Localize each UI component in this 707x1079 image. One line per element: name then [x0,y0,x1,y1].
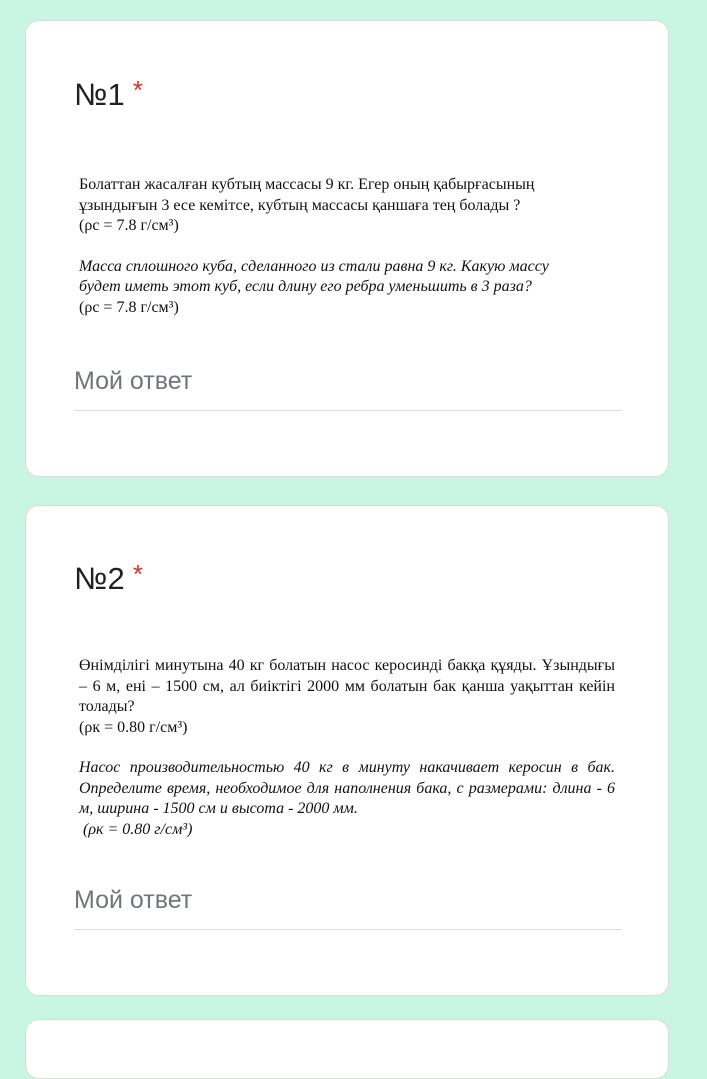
question-number: №1 [74,77,125,112]
kz-density-formula: (ρк = 0.80 г/см³) [79,718,188,736]
kz-density-formula: (ρс = 7.8 г/см³) [79,217,179,234]
answer-input[interactable] [74,886,622,930]
ru-density-formula: (ρк = 0.80 г/см³) [83,820,193,838]
kz-text-line: Болаттан жасалған кубтың массасы 9 кг. Егер оның қабырғасының [79,176,535,193]
ru-density-formula: (ρс = 7.8 г/см³) [79,298,179,316]
required-asterisk: * [132,75,144,105]
question-title [74,559,143,597]
question-title [74,75,143,113]
required-asterisk: * [132,559,144,589]
question-text [79,175,615,318]
ru-text-line: будет иметь этот куб, если длину его ребра уменьшить в 3 раза? [79,278,532,295]
kz-text-line: ұзындығын 3 есе кемітсе, кубтың массасы қаншаға тең болады ? [79,196,521,214]
question-card-3 [25,1019,669,1079]
ru-text-line: Масса сплошного куба, сделанного из стали равна 9 кг. Какую массу [79,257,549,275]
answer-placeholder: Мой ответ [74,886,193,914]
ru-text: Насос производительностью 40 кг в минуту накачивает керосин в бак. Определите время, необходимое для наполнения бака, с размерами: длина - 6 м, ширина - 1500 см и высота - 2000 мм. [79,759,615,817]
question-card-2 [25,505,669,996]
question-number: №2 [74,561,125,596]
kz-text: Өнімділігі минутына 40 кг болатын насос керосинді бакқа құяды. Ұзындығы – 6 м, ені – 1500 см, ал биіктігі 2000 мм болатын бак қанша уақыттан кейін толады? [79,657,615,715]
question-card-1 [25,20,669,477]
answer-placeholder: Мой ответ [74,367,193,395]
question-text [79,656,615,840]
answer-input[interactable] [74,367,622,411]
